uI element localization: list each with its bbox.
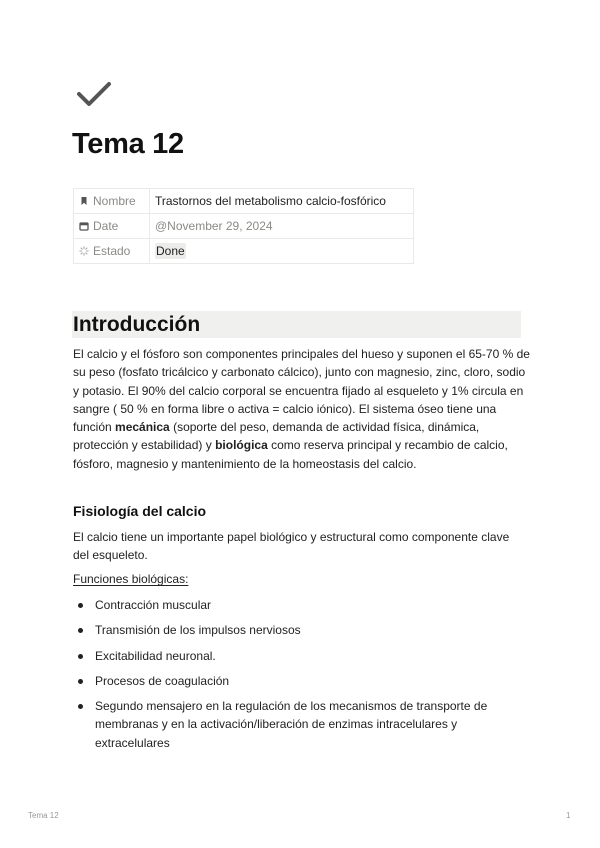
bullet-dot-icon [78,679,83,684]
list-item [77,596,527,614]
page-title: Tema 12 [72,128,184,160]
list-item [77,697,527,752]
property-key-label: Estado [93,244,131,258]
property-key [74,189,150,214]
bullet-dot-icon [78,603,83,608]
bullet-dot-icon [78,654,83,659]
intro-paragraph [73,345,531,473]
calendar-icon [79,221,89,231]
list-item-text: Excitabilidad neuronal. [95,648,216,663]
bold-term-mecanica: mecánica [115,420,170,435]
footer-page-number: 1 [566,811,571,820]
list-item [77,621,527,639]
property-row-nombre [74,189,414,214]
bold-term-biologica: biológica [215,438,268,453]
property-value-estado[interactable] [150,239,414,264]
status-badge[interactable]: Done [156,244,185,258]
property-key-label: Nombre [93,194,136,208]
property-row-date [74,214,414,239]
section-heading-fisiologia: Fisiología del calcio [73,503,207,519]
properties-table [73,188,414,264]
property-key [74,214,150,239]
property-key-label: Date [93,219,119,233]
functions-list [77,596,527,759]
intro-text-part: El calcio y el fósforo son componentes principales del hueso y suponen el 65-70 % de su peso (fosfato tricálcico y carbonato cálcico), junto con magnesio, zinc, cloro, sodio y potasio. El 90% del calcio corporal se encuentra fijado al esqueleto y 1% circula en sangre ( 50 % en forma libre o activa = calcio iónico). El sistema óseo tiene una función [73,347,530,435]
intro-text-part: (soporte del peso, demanda de actividad física, dinámica, protección y estabilidad) y [73,420,480,453]
functions-label: Funciones biológicas: [73,572,189,586]
list-item [77,647,527,665]
bookmark-icon [79,196,89,206]
property-row-estado [74,239,414,264]
property-value-nombre[interactable]: Trastornos del metabolismo calcio-fosfórico [150,189,414,214]
property-value-date[interactable]: @November 29, 2024 [150,214,414,239]
list-item [77,672,527,690]
bullet-dot-icon [78,704,83,709]
list-item-text: Procesos de coagulación [95,673,230,688]
physiology-paragraph: El calcio tiene un importante papel biológico y estructural como componente clave del esqueleto. [73,530,510,563]
status-loader-icon [79,246,89,256]
checkmark-icon [76,80,112,110]
property-key [74,239,150,264]
list-item-text: Segundo mensajero en la regulación de los mecanismos de transporte de membranas y en la activación/liberación de enzimas intracelulares y extracelulares [95,699,488,750]
intro-text-part: como reserva principal y recambio de calcio, fósforo, magnesio y mantenimiento de la homeostasis del calcio. [73,438,508,471]
list-item-text: Contracción muscular [95,598,212,612]
section-heading-introduccion: Introducción [72,311,521,338]
list-item-text: Transmisión de los impulsos nerviosos [95,623,301,638]
bullet-dot-icon [78,628,83,633]
footer-doc-title: Tema 12 [28,811,59,820]
